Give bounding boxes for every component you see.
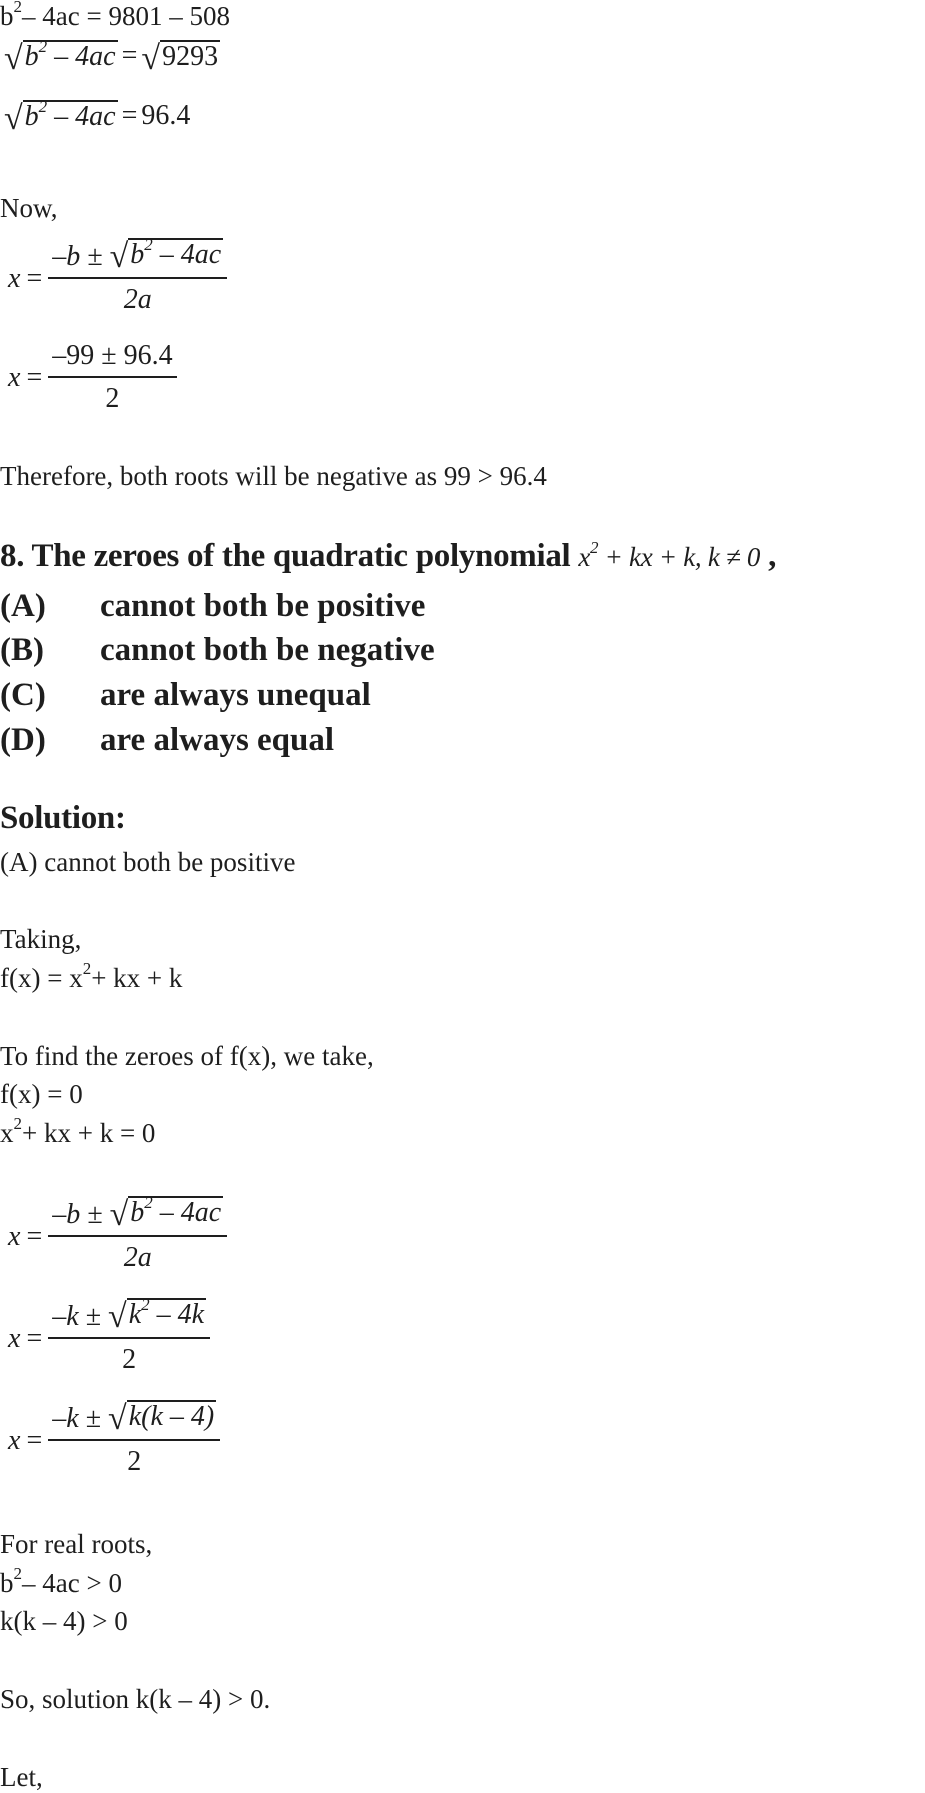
equals: = bbox=[26, 1322, 43, 1354]
solution-heading: Solution: bbox=[0, 800, 126, 836]
sqrt-expression bbox=[109, 234, 224, 275]
sqrt-result-line bbox=[4, 96, 191, 137]
fx-definition bbox=[0, 959, 183, 994]
sqrt-expression bbox=[108, 1400, 216, 1437]
quadratic-formula-factored bbox=[0, 1400, 220, 1481]
superscript: 2 bbox=[141, 1294, 150, 1314]
sqrt-expression bbox=[4, 36, 118, 77]
option-d bbox=[0, 718, 334, 762]
denominator: 2 bbox=[122, 1344, 137, 1375]
superscript: 2 bbox=[13, 1564, 22, 1583]
radical-sign: √ bbox=[109, 238, 129, 275]
radical-sign: √ bbox=[109, 1196, 129, 1233]
superscript: 2 bbox=[38, 36, 48, 56]
discriminant-line bbox=[0, 0, 230, 32]
superscript: 2 bbox=[144, 234, 153, 254]
text: + kx + k bbox=[91, 963, 183, 993]
text: f(x) = x bbox=[0, 963, 83, 993]
option-b bbox=[0, 628, 435, 672]
fraction bbox=[48, 338, 176, 418]
radicand bbox=[23, 36, 118, 72]
radical-sign: √ bbox=[108, 1298, 127, 1335]
superscript: 2 bbox=[13, 0, 22, 16]
lhs: x bbox=[8, 1322, 21, 1354]
option-label: (C) bbox=[0, 677, 46, 713]
sqrt-expression bbox=[108, 1294, 206, 1335]
option-c bbox=[0, 673, 371, 717]
text: b bbox=[0, 1, 14, 31]
text: + kx + k, k ≠ 0 bbox=[598, 542, 761, 572]
option-label: (A) bbox=[0, 588, 46, 624]
superscript: 2 bbox=[590, 538, 599, 557]
text: x bbox=[0, 1118, 14, 1148]
equals: = bbox=[121, 100, 138, 131]
question-heading bbox=[0, 538, 776, 575]
text: – 4ac = 9801 – 508 bbox=[22, 1, 230, 31]
option-a bbox=[0, 584, 425, 628]
superscript: 2 bbox=[13, 1114, 22, 1133]
radicand bbox=[128, 234, 223, 270]
text: b bbox=[24, 101, 39, 132]
text: –b ± bbox=[52, 241, 110, 272]
substituted-formula bbox=[0, 338, 177, 418]
option-text: are always equal bbox=[100, 722, 335, 758]
numerator: –99 ± 96.4 bbox=[48, 338, 176, 378]
quadratic-formula-general bbox=[0, 1192, 227, 1277]
text: b bbox=[130, 1197, 145, 1228]
superscript: 2 bbox=[38, 96, 48, 116]
radicand bbox=[23, 96, 118, 132]
radicand bbox=[128, 1192, 223, 1228]
discriminant-condition bbox=[0, 1564, 122, 1599]
quadratic-formula bbox=[0, 234, 227, 319]
equation-zero bbox=[0, 1114, 156, 1149]
sqrt-value bbox=[141, 40, 220, 77]
fraction bbox=[48, 234, 227, 319]
text: b bbox=[0, 1568, 14, 1598]
lhs: x bbox=[8, 262, 21, 294]
superscript: 2 bbox=[144, 1192, 153, 1212]
text: – 4ac > 0 bbox=[22, 1568, 122, 1598]
option-label: (B) bbox=[0, 632, 44, 668]
quadratic-formula-k bbox=[0, 1294, 210, 1379]
equals: = bbox=[26, 1424, 43, 1456]
text: –b ± bbox=[52, 1199, 110, 1230]
radical-sign: √ bbox=[141, 40, 161, 77]
sqrt-expression bbox=[109, 1192, 224, 1233]
now-label: Now, bbox=[0, 193, 58, 223]
text: x bbox=[578, 542, 591, 572]
text: – 4ac bbox=[152, 239, 222, 270]
radicand bbox=[127, 1294, 206, 1330]
taking-label: Taking, bbox=[0, 924, 82, 954]
text: – 4k bbox=[149, 1299, 205, 1330]
equals: = bbox=[26, 262, 43, 294]
discriminant-k-condition: k(k – 4) > 0 bbox=[0, 1606, 128, 1636]
text: + kx + k = 0 bbox=[22, 1118, 156, 1148]
value: 96.4 bbox=[141, 100, 191, 131]
radical-sign: √ bbox=[4, 100, 23, 137]
radicand: k(k – 4) bbox=[128, 1401, 215, 1432]
numerator bbox=[48, 1192, 227, 1237]
text: –k ± bbox=[52, 1301, 109, 1332]
let-label: Let, bbox=[0, 1762, 43, 1792]
fx-zero: f(x) = 0 bbox=[0, 1079, 83, 1109]
radicand: 9293 bbox=[162, 41, 219, 72]
conclusion-text: Therefore, both roots will be negative as 99 > 96.4 bbox=[0, 461, 547, 491]
fraction bbox=[48, 1192, 227, 1277]
lhs: x bbox=[8, 1424, 21, 1456]
text: b bbox=[130, 239, 145, 270]
question-text: 8. The zeroes of the quadratic polynomial bbox=[0, 538, 579, 574]
numerator bbox=[48, 1400, 220, 1441]
numerator bbox=[48, 234, 227, 279]
text: – 4ac bbox=[47, 101, 116, 132]
equals: = bbox=[26, 362, 43, 393]
real-roots-label: For real roots, bbox=[0, 1529, 153, 1559]
option-text: are always unequal bbox=[100, 677, 371, 713]
radical-sign: √ bbox=[4, 40, 23, 77]
lhs: x bbox=[8, 362, 21, 393]
solution-statement: So, solution k(k – 4) > 0. bbox=[0, 1684, 271, 1714]
superscript: 2 bbox=[82, 959, 92, 978]
denominator: 2 bbox=[127, 1446, 142, 1477]
to-find-text: To find the zeroes of f(x), we take, bbox=[0, 1041, 374, 1071]
text: k bbox=[128, 1299, 142, 1330]
text: b bbox=[24, 41, 39, 72]
equals: = bbox=[26, 1220, 43, 1252]
option-text: cannot both be positive bbox=[100, 588, 426, 624]
text: – 4ac bbox=[152, 1197, 222, 1228]
denominator: 2a bbox=[123, 1242, 152, 1273]
text: – 4ac bbox=[47, 41, 116, 72]
denominator: 2a bbox=[123, 284, 152, 315]
fraction bbox=[48, 1400, 220, 1481]
solution-answer: (A) cannot both be positive bbox=[0, 847, 296, 877]
sqrt-expression bbox=[4, 96, 118, 137]
polynomial bbox=[578, 538, 761, 572]
lhs: x bbox=[8, 1220, 21, 1252]
option-text: cannot both be negative bbox=[100, 632, 435, 668]
text: , bbox=[760, 538, 777, 574]
fraction bbox=[48, 1294, 210, 1379]
denominator: 2 bbox=[105, 383, 120, 414]
option-label: (D) bbox=[0, 722, 46, 758]
text: –k ± bbox=[52, 1403, 109, 1434]
numerator bbox=[48, 1294, 210, 1339]
equals: = bbox=[121, 40, 138, 71]
radical-sign: √ bbox=[108, 1400, 127, 1437]
sqrt-discriminant-line bbox=[4, 36, 220, 77]
